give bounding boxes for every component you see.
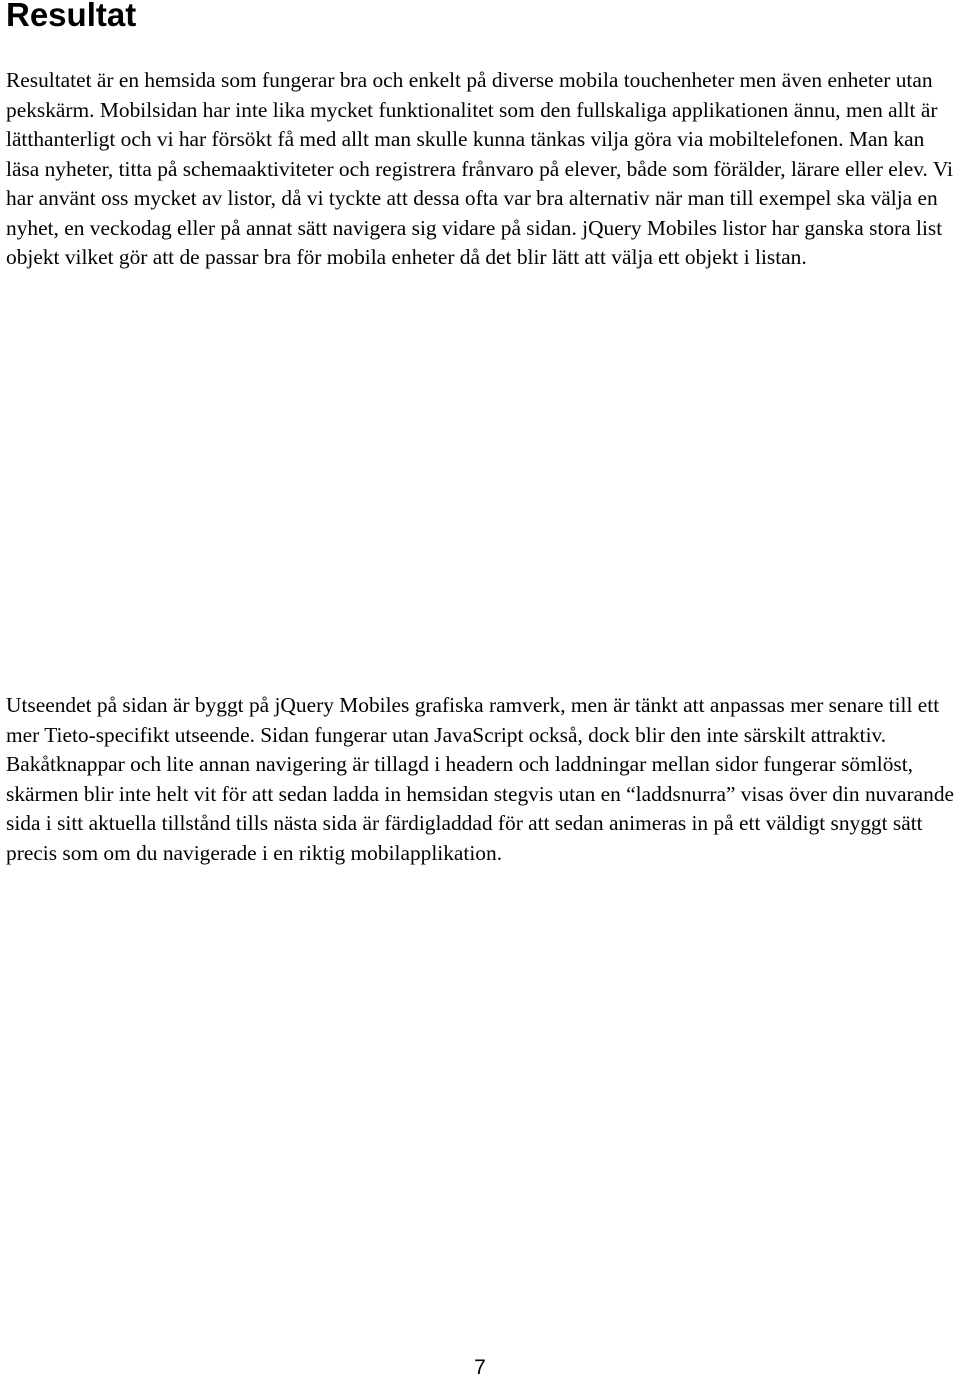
paragraph-results-overview: Resultatet är en hemsida som fungerar bra och enkelt på diverse mobila touchenheter men även enheter utan pekskärm. Mobilsidan har inte lika mycket funktionalitet som den fullskaliga applikationen ännu, men allt är lätthanterligt och vi har försökt få med allt man skulle kunna tänkas vilja göra via mobiltelefonen. Man kan läsa nyheter, titta på schemaaktiviteter och registrera frånvaro på elever, både som förälder, lärare eller elev. Vi har använt oss mycket av listor, då vi tyckte att dessa ofta var bra alternativ när man till exempel ska välja en nyhet, en veckodag eller på annat sätt navigera sig vidare på sidan. jQuery Mobiles listor har ganska stora list objekt vilket gör att de passar bra för mobila enheter då det blir lätt att välja ett objekt i listan. <box>6 68 953 269</box>
page-number: 7 <box>474 1356 486 1379</box>
section-heading: Resultat <box>6 0 137 33</box>
paragraph-appearance: Utseendet på sidan är byggt på jQuery Mobiles grafiska ramverk, men är tänkt att anpassas mer senare till ett mer Tieto-specifikt utseende. Sidan fungerar utan JavaScript också, dock blir den inte särskilt attraktiv. Bakåtknappar och lite annan navigering är tillagd i headern och laddningar mellan sidor fungerar sömlöst, skärmen blir inte helt vit för att sedan ladda in hemsidan stegvis utan en “laddsnurra” visas över din nuvarande sida i sitt aktuella tillstånd tills nästa sida är färdigladdad för att sedan animeras in på ett väldigt snyggt sätt precis som om du navigerade i en riktig mobilapplikation. <box>6 693 955 865</box>
